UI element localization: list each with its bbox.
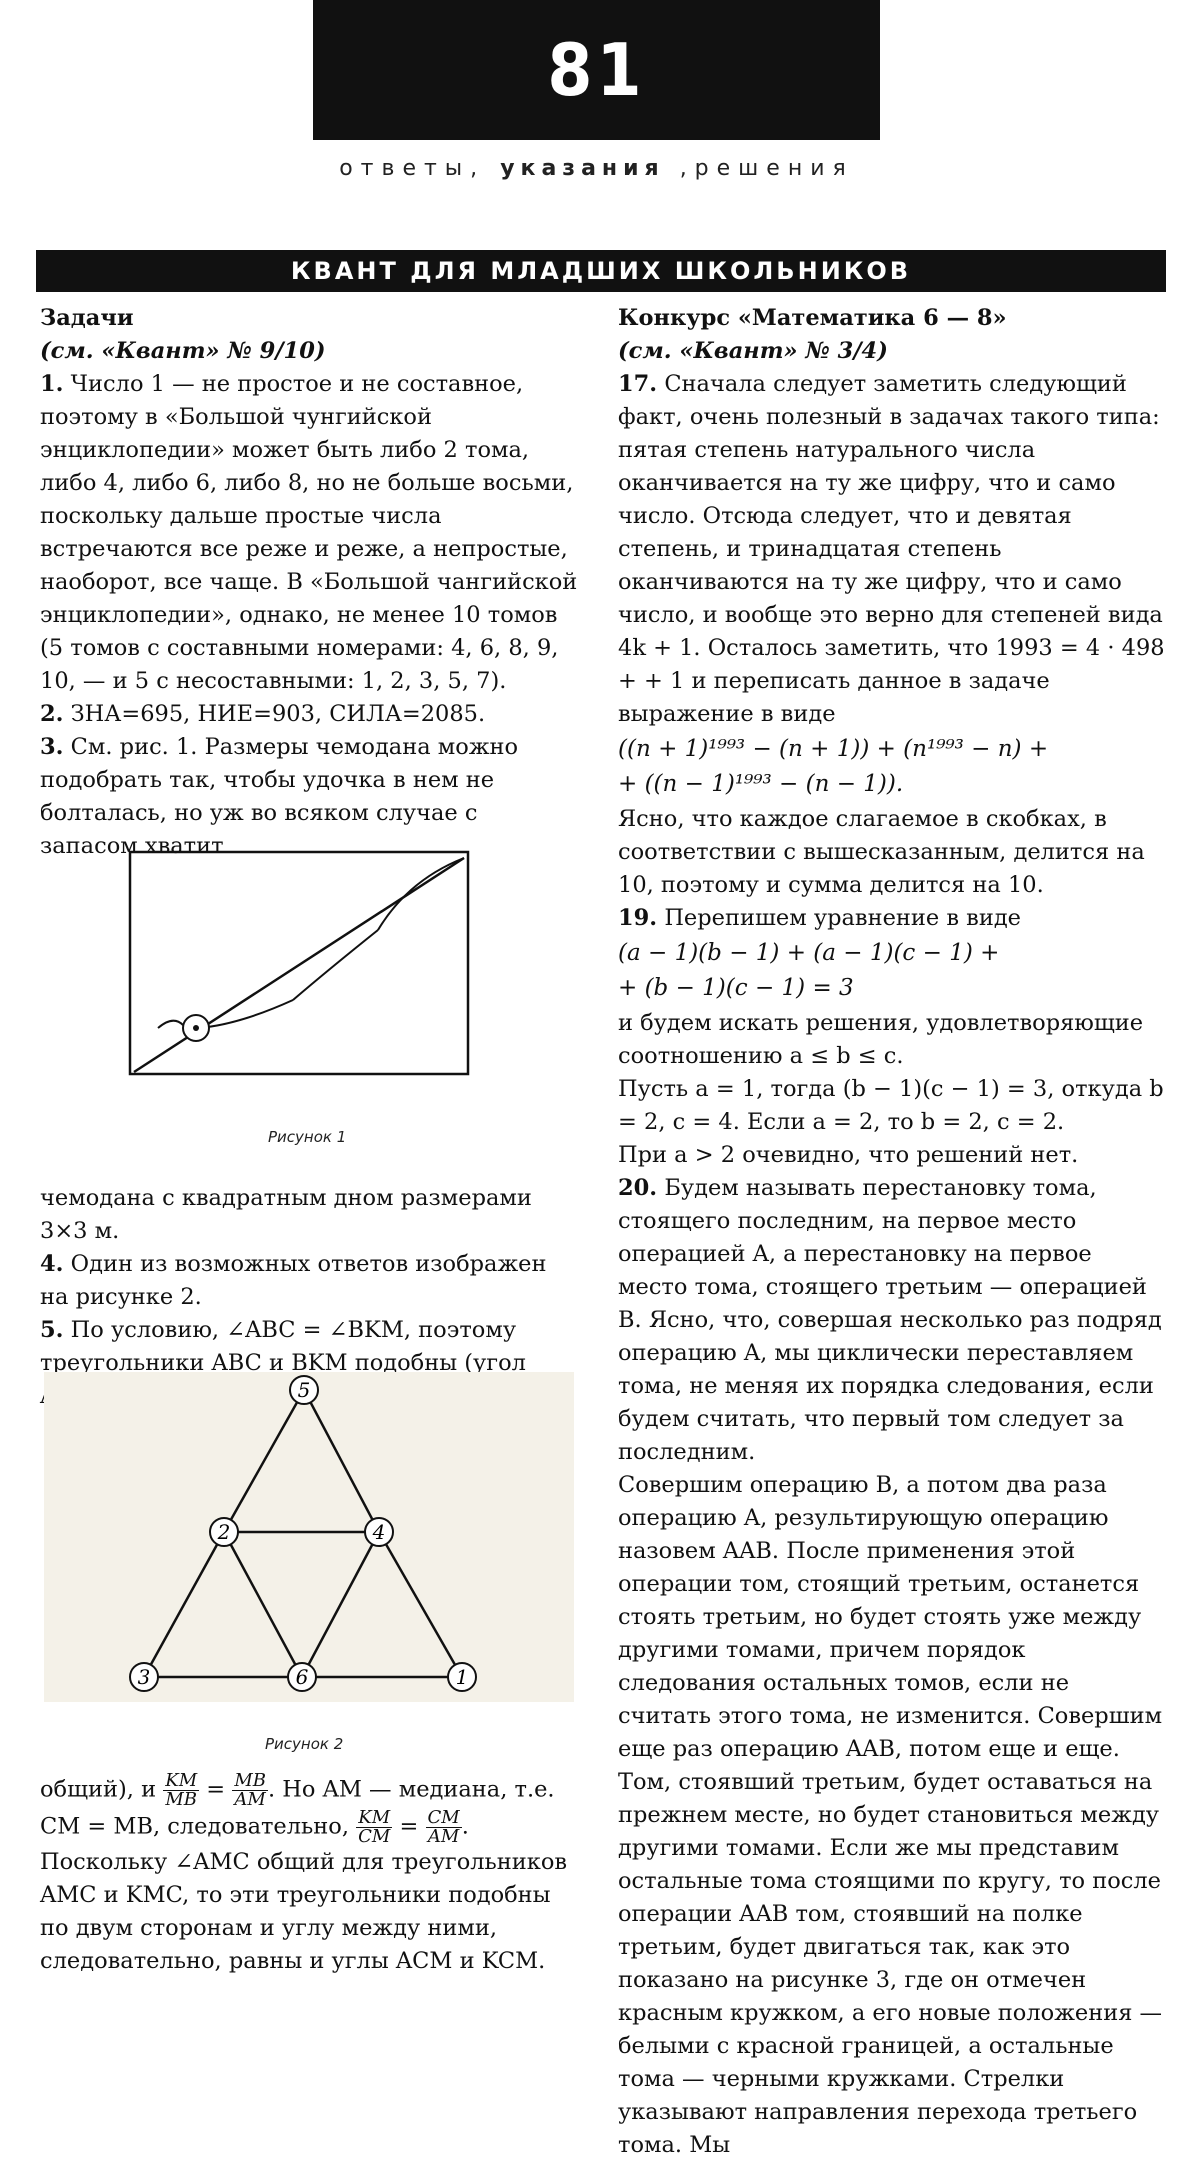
problem-20 [618,1172,1168,1469]
subtitle-bold: указания [500,156,665,181]
problem-2 [40,698,580,731]
problem-19-text: Перепишем уравнение в виде [664,905,1021,931]
right-column [618,302,1168,2162]
problem-3 [40,731,580,863]
rod-arc-1 [378,858,464,930]
figure-1-caption: Рисунок 1 [268,1128,347,1146]
problem-3-continued: чемодана с квадратным дном размерами 3×3 м. [40,1185,532,1244]
fraction-km-mb: $\frac{KM}{MB}$ [165,1770,198,1810]
edge-2-6 [224,1532,302,1677]
figure-2-triangle-graph [44,1372,574,1702]
problem-20-number: 20. [618,1175,658,1201]
problem-4-text: Один из возможных ответов изображен на рисунке 2. [40,1251,547,1310]
problem-1-text: Число 1 — не простое и не составное, поэтому в «Большой чунгийской энциклопедии» может быть либо 2 тома, либо 4, либо 6, либо 8, но не больше восьми, поскольку дальше простые числа встречаются все реже и реже, а непростые, наоборот, все чаще. В «Большой чангийской энциклопедии», однако, не менее 10 томов (5 томов с составными номерами: 4, 6, 8, 9, 10, — и 5 с несоставными: 1, 2, 3, 5, 7). [40,371,578,694]
problem-5-number: 5. [40,1317,64,1343]
edge-4-1 [379,1532,462,1677]
figure-2-caption: Рисунок 2 [265,1735,344,1753]
svg-text:5: 5 [297,1378,311,1402]
p5-cont-a: общий), и [40,1776,157,1803]
problem-17 [618,368,1168,731]
node-2 [210,1518,238,1546]
edge-2-3 [144,1532,224,1677]
problem-4-number: 4. [40,1251,64,1277]
subtitle-post: ,решения [679,156,854,181]
problem-17-conclusion: Ясно, что каждое слагаемое в скобках, в соответствии с вышесказанным, делится на 10, поэтому и сумма делится на 10. [618,806,1145,898]
fraction-mb-am: $\frac{MB}{AM}$ [234,1770,266,1810]
rod-line [134,858,464,1072]
edge-5-2 [224,1390,304,1532]
problem-19-d: При a > 2 очевидно, что решений нет. [618,1142,1079,1168]
svg-text:1: 1 [455,1665,469,1689]
edge-4-6 [302,1532,379,1677]
problem-19-b: и будем искать решения, удовлетворяющие соотношению a ≤ b ≤ c. [618,1010,1144,1069]
svg-text:2: 2 [217,1520,231,1544]
right-heading: Конкурс «Математика 6 — 8» [618,305,1007,331]
fraction-cm-am: $\frac{CM}{AM}$ [427,1807,460,1847]
problem-19 [618,902,1168,935]
problem-2-text: ЗНА=695, НИЕ=903, СИЛА=2085. [70,701,486,727]
reel-center [193,1025,199,1031]
page-number-box [313,0,880,140]
edge-5-4 [304,1390,379,1532]
rod-arc-3 [198,1000,293,1028]
left-column-part-3 [40,1772,580,1978]
node-4 [365,1518,393,1546]
section-subtitle [313,156,880,181]
problem-3-number: 3. [40,734,64,760]
p5-cont-c: . Поскольку ∠AMC общий для треугольников AMC и KMC, то эти треугольники подобны по двум сторонам и углу между ними, следовательно, равны и углы ACM и KCM. [40,1813,568,1974]
figure-1-suitcase-rod [128,850,473,1080]
node-3 [130,1663,158,1691]
handle-curve [158,1021,183,1028]
formula-19-line-2: + (b − 1)(c − 1) = 3 [618,975,854,1001]
formula-19-line-1: (a − 1)(b − 1) + (a − 1)(c − 1) + [618,940,1000,966]
right-heading-sub: (см. «Квант» № 3/4) [618,338,888,364]
left-column [40,302,580,863]
page-number: 81 [547,28,646,112]
p5-cont-b: . Но AM — медиана, т.е. CM = MB, следовательно, [40,1776,555,1840]
problem-2-number: 2. [40,701,64,727]
fraction-km-cm: $\frac{KM}{CM}$ [358,1807,391,1847]
problem-3-text: См. рис. 1. Размеры чемодана можно подобрать так, чтобы удочка в нем не болталась, но уж во всяком случае с запасом хватит [40,734,519,859]
section-title: КВАНТ ДЛЯ МЛАДШИХ ШКОЛЬНИКОВ [290,257,912,285]
problem-20-text: Будем называть перестановку тома, стоящего последним, на первое место операцией A, а перестановку на первое место тома, стоящего третьим — операцией B. Ясно, что, совершая несколько раз подряд операцию A, мы циклически переставляем тома, не меняя их порядка следования, если будем считать, что первый том следует за последним. [618,1175,1162,1465]
problem-17-number: 17. [618,371,658,397]
problem-5-continued: общий), и $\frac{KM}{MB}$ = $\frac{MB}{AM}$ . Но AM — медиана, т.е. CM = MB, следовательно, $\frac{KM}{CM}$ = $\frac{CM}{AM}$ . Поскольку ∠AMC общий для треугольников AMC и KMC, то эти треугольники подобны по двум сторонам и углу между ними, следовательно, равны и углы ACM и KCM. [40,1770,568,1974]
problem-1 [40,368,580,698]
problem-1-number: 1. [40,371,64,397]
formula-17-line-1: ((n + 1)¹⁹⁹³ − (n + 1)) + (n¹⁹⁹³ − n) + [618,736,1049,762]
subtitle-pre: ответы, [339,156,486,181]
formula-17-line-2: + ((n − 1)¹⁹⁹³ − (n − 1)). [618,771,904,797]
section-banner [36,250,1166,292]
node-6 [288,1663,316,1691]
problem-5-text: По условию, ∠ABC = ∠BKM, поэтому треугольники ABC и BKM подобны (угол AMB у них [40,1317,526,1409]
problem-19-number: 19. [618,905,658,931]
problem-4 [40,1248,580,1314]
node-1 [448,1663,476,1691]
problem-19-c: Пусть a = 1, тогда (b − 1)(c − 1) = 3, откуда b = 2, c = 4. Если a = 2, то b = 2, c = 2. [618,1076,1164,1135]
svg-text:3: 3 [137,1665,151,1689]
problem-20-b: Совершим операцию B, а потом два раза операцию A, результирующую операцию назовем AAB. После применения этой операции том, стоящий третьим, останется стоять третьим, но будет стоять уже между другими томами, причем порядок следования остальных томов, если не считать этого тома, не изменится. Совершим еще раз операцию AAB, потом еще и еще. Том, стоявший третьим, будет оставаться на прежнем месте, но будет становиться между другими томами. Если же мы представим остальные тома стоящими по кругу, то после операции AAB том, стоявший на полке третьим, будет двигаться так, как это показано на рисунке 3, где он отмечен красным кружком, а его новые положения — белыми с красной границей, а остальные тома — черными кружками. Стрелки указывают направления перехода третьего тома. Мы [618,1472,1163,2158]
node-5 [290,1376,318,1404]
svg-text:6: 6 [295,1665,309,1689]
problem-17-text: Сначала следует заметить следующий факт, очень полезный в задачах такого типа: пятая степень натурального числа оканчивается на ту же цифру, что и само число. Отсюда следует, что и девятая степень, и тринадцатая степень оканчиваются на ту же цифру, что и само число, и вообще это верно для степеней вида 4k + 1. Осталось заметить, что 1993 = 4 · 498 + + 1 и переписать данное в задаче выражение в виде [618,371,1165,727]
left-heading-sub: (см. «Квант» № 9/10) [40,338,326,364]
left-heading: Задачи [40,305,134,331]
svg-text:4: 4 [372,1520,386,1544]
